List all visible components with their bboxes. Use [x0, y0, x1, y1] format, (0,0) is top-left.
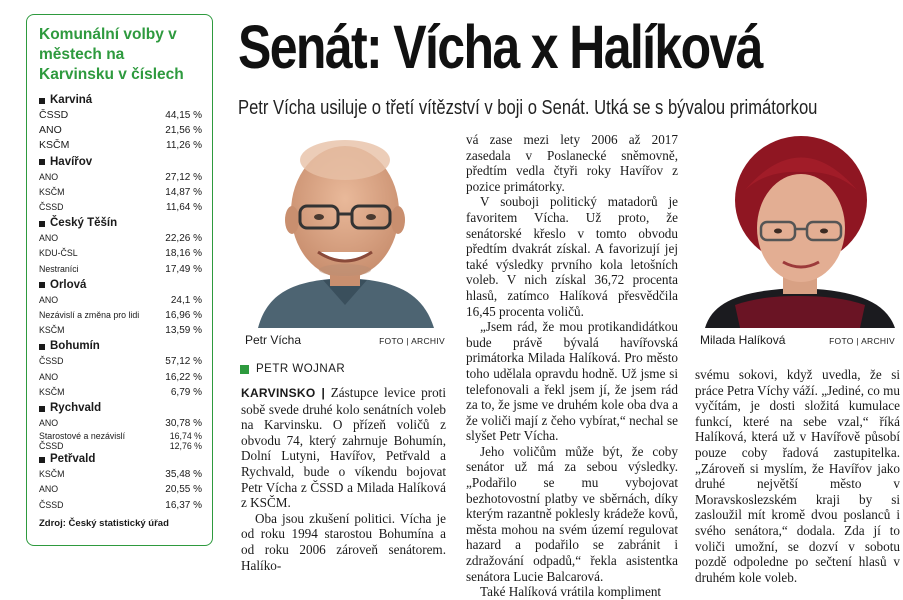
party-percent: 27,12 %: [165, 171, 202, 183]
party-name: Nestraníci: [39, 263, 79, 274]
city-block: [39, 93, 202, 154]
result-row: [39, 308, 202, 323]
party-name: Starostové a nezávislí: [39, 431, 126, 442]
party-percent: 44,15 %: [165, 110, 202, 121]
party-percent: 35,48 %: [165, 469, 202, 481]
party-name: KSČM: [39, 386, 65, 397]
result-row: [39, 262, 202, 277]
party-name: ČSSD: [39, 202, 64, 213]
bullet-square-icon: [39, 98, 45, 104]
city-results-list: [39, 93, 202, 513]
party-name: ANO: [39, 371, 59, 382]
city-block: [39, 278, 202, 339]
result-row: [39, 293, 202, 308]
city-name-text: Český Těšín: [50, 217, 118, 230]
party-name: ANO: [39, 294, 59, 305]
party-percent: 22,26 %: [165, 233, 202, 245]
result-row: [39, 354, 202, 369]
result-row: [39, 138, 202, 153]
party-percent: 16,96 %: [165, 310, 202, 322]
city-block: [39, 216, 202, 277]
party-percent: 13,59 %: [165, 325, 202, 337]
party-percent: 24,1 %: [170, 294, 202, 306]
party-name: KSČM: [39, 469, 65, 480]
party-percent: 21,56 %: [165, 125, 202, 137]
article-lead-label: KARVINSKO |: [241, 386, 326, 400]
party-name: ČSSD: [39, 499, 64, 510]
party-percent: 16,74 %: [169, 431, 202, 442]
party-percent: 12,76 %: [169, 441, 202, 452]
party-percent: 6,79 %: [170, 386, 202, 398]
result-row: [39, 185, 202, 200]
result-row: [39, 385, 202, 400]
party-name: KSČM: [39, 139, 70, 152]
col3-paragraph-1: svému sokovi, když uvedla, že si práce Petra Víchy váží. „Jediné, co mu vyčítám, je dosti složitá kumulace funkcí, které na sebe vzal,“ říká Halíková, která už v Havířově působí pouze coby řadová zastupitelka. „Zároveň si myslím, že Havířov jako druhé největší město v Moravskoslezském kraji by si zasloužil mít kromě dvou poslanců i svého senátora,“ dodala. Zda jí to voliči umožní, se dozví v sobotu pozdě odpoledne po sečtení hlasů v druhém kole voleb.: [695, 367, 900, 585]
sidebar-title: Komunální volby v městech na Karvinsku v číslech: [39, 26, 184, 83]
col2-paragraph-3: „Jsem rád, že mou protikandidátkou bude právě bývalá havířovská primátorka Milada Halíková. Pro město toho udělala opravdu hodně. Už jsme si telefonovali a řekl jsem jí, že jsem rád za to, že jsme ve druhém kole oba dva a že voliči mají z čeho vybírat,“ nechal se slyšet Petr Vícha.: [466, 319, 678, 444]
city-block: [39, 401, 202, 451]
result-row: [39, 482, 202, 497]
city-name: [39, 278, 202, 293]
city-name-text: Petřvald: [50, 453, 96, 466]
result-row: [39, 370, 202, 385]
party-name: ANO: [39, 233, 59, 244]
text-column-3: [695, 367, 900, 585]
results-sidebar: [26, 14, 213, 546]
photo2-name: Milada Halíková: [700, 333, 786, 347]
author-marker-icon: [240, 365, 249, 374]
photo2-caption: [700, 333, 895, 348]
result-row: [39, 170, 202, 185]
col1-paragraph-1-text: Zástupce levice proti sobě svede druhé kolo senátních voleb na Karvinsku. O přízeň voličů z obvodu 74, který zahrnuje Bohumín, Dolní Lutyni, Havířov, Petřvald a Rychvald, bude o víkendu bojovat Petr Vícha z ČSSD a Milada Halíková z KSČM.: [241, 385, 446, 511]
text-column-2: [466, 132, 678, 600]
city-name: [39, 93, 202, 108]
photo1-caption: [245, 333, 445, 348]
party-percent: 16,37 %: [165, 499, 202, 511]
col2-paragraph-5: Také Halíková vrátila kompliment: [480, 584, 662, 600]
result-row: [39, 246, 202, 261]
party-name: ČSSD: [39, 441, 64, 452]
sidebar-source: Zdroj: Český statistický úřad: [39, 517, 169, 529]
article-author: [240, 363, 345, 375]
party-percent: 14,87 %: [165, 186, 202, 198]
city-name-text: Rychvald: [50, 402, 102, 415]
man-portrait-image: [238, 130, 452, 328]
party-name: KSČM: [39, 325, 65, 336]
result-row: [39, 323, 202, 338]
city-block: [39, 155, 202, 216]
photo2-credit: FOTO | ARCHIV: [829, 336, 895, 346]
col2-paragraph-2: V souboji politický matadorů je favoritem Vícha. Už proto, že senátorské křeslo v tomto obvodu předtím dvakrát získal. A favorizují jej také výsledky prvního kola letošních voleb. V nich získal 36,72 procenta hlasů, zatímco Halíková přesvědčila 16,45 procenta voličů.: [466, 194, 678, 319]
party-percent: 20,55 %: [165, 484, 202, 496]
city-name: [39, 452, 202, 467]
city-name-text: Havířov: [50, 155, 93, 168]
city-name-text: Karviná: [50, 94, 93, 106]
article-subhead: Petr Vícha usiluje o třetí vítězství v boji o Senát. Utká se s bývalou primátorkou: [238, 97, 818, 119]
city-name: [39, 401, 202, 416]
photo1-name: Petr Vícha: [245, 333, 302, 347]
bullet-square-icon: [39, 221, 45, 227]
city-name-text: Orlová: [50, 278, 87, 291]
party-name: ANO: [39, 171, 59, 182]
party-name: KDU-ČSL: [39, 248, 78, 259]
col2-paragraph-4: Jeho voličům může být, že coby senátor už má za sebou výsledky. „Podařilo se mu vybojovat bezhotovostní platby ve sběrnách, díky kterým razantně poklesly krádeže kovů, města mohou na svém území regulovat hazard a podařilo se zabránit i zdražování odpadů,“ řekla asistentka senátora Lucie Balcarová.: [466, 443, 678, 584]
photo1-credit: FOTO | ARCHIV: [379, 336, 445, 346]
party-percent: 11,64 %: [166, 202, 202, 214]
party-percent: 57,12 %: [165, 356, 202, 368]
party-name: ČSSD: [39, 109, 69, 121]
party-name: Nezávislí a změna pro lidi: [39, 310, 140, 321]
city-name: [39, 216, 202, 231]
bullet-square-icon: [39, 344, 45, 350]
result-row: [39, 123, 202, 138]
bullet-square-icon: [39, 159, 45, 165]
article-headline: Senát: Vícha x Halíková: [238, 13, 762, 81]
result-row: [39, 108, 202, 123]
city-name-text: Bohumín: [50, 340, 100, 353]
result-row: [39, 200, 202, 215]
bullet-square-icon: [39, 457, 45, 463]
result-row: [39, 416, 202, 431]
party-name: ANO: [39, 124, 62, 137]
result-row: [39, 431, 202, 441]
woman-portrait-image: [695, 130, 903, 328]
result-row: [39, 467, 202, 482]
party-name: ANO: [39, 418, 59, 429]
city-name: [39, 155, 202, 170]
city-block: [39, 339, 202, 400]
text-column-1: [241, 385, 446, 573]
city-name: [39, 339, 202, 354]
col1-paragraph-1: [241, 385, 446, 511]
result-row: [39, 498, 202, 513]
photo-petr-vicha: [238, 130, 452, 328]
party-percent: 30,78 %: [165, 418, 202, 430]
party-percent: 18,16 %: [165, 248, 202, 260]
result-row: [39, 231, 202, 246]
author-name: PETR WOJNAR: [256, 363, 346, 375]
col1-paragraph-2: Oba jsou zkušení politici. Vícha je od roku 1994 starostou Bohumína a od roku 2006 zároveň senátorem. Halíko-: [241, 510, 446, 573]
party-percent: 16,22 %: [165, 371, 202, 383]
city-block: [39, 452, 202, 513]
party-percent: 11,26 %: [166, 140, 202, 152]
party-name: ČSSD: [39, 356, 64, 367]
bullet-square-icon: [39, 406, 45, 412]
party-name: ANO: [39, 484, 59, 495]
party-percent: 17,49 %: [165, 263, 202, 275]
photo-milada-halikova: [695, 130, 903, 328]
col2-paragraph-1: vá zase mezi lety 2006 až 2017 zasedala v Poslanecké sněmovně, předtím vedla čtyři roky Havířov z pozice primátorky.: [466, 132, 678, 194]
party-name: KSČM: [39, 186, 65, 197]
bullet-square-icon: [39, 282, 45, 288]
result-row: [39, 441, 202, 451]
